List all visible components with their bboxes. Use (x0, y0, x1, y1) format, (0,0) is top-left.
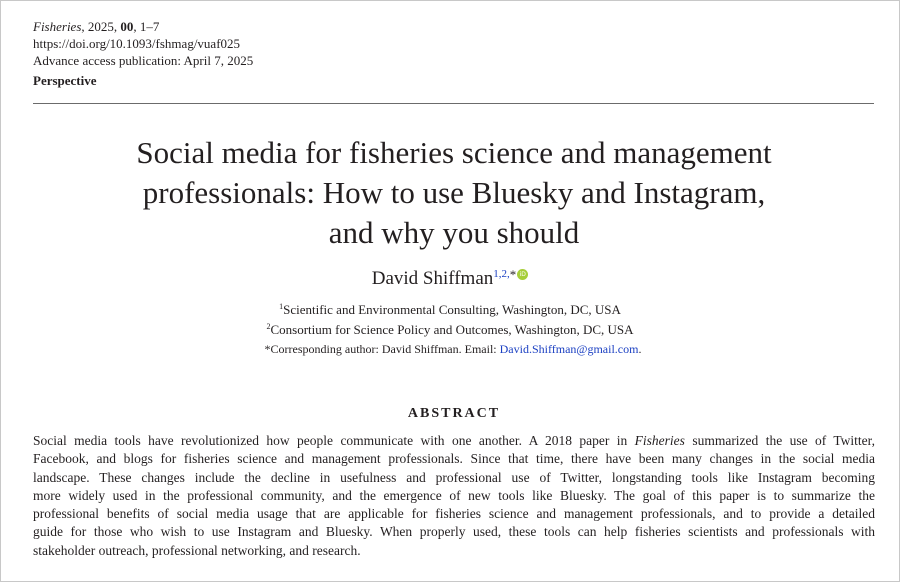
corresponding-mark: * (509, 267, 517, 282)
abstract-body (33, 432, 875, 560)
journal-name: Fisheries (33, 19, 82, 34)
doi-link[interactable]: https://doi.org/10.1093/fshmag/vuaf025 (33, 36, 241, 51)
abstract-line: stakeholder outreach, professional networking, and research. (33, 542, 361, 558)
journal-reference: Fisheries (634, 433, 685, 448)
article-title (60, 133, 848, 253)
title-line: professionals: How to use Bluesky and Instagram, (142, 175, 766, 210)
page-range: , 1–7 (133, 19, 160, 34)
citation-year: , 2025, (81, 19, 121, 34)
volume-number: 00 (120, 19, 134, 34)
affiliation-number: 1 (279, 302, 284, 311)
affiliation-text: Scientific and Environmental Consulting, Washington, DC, USA (283, 302, 621, 317)
email-link[interactable]: David.Shiffman@gmail.com (499, 342, 639, 356)
title-line: and why you should (328, 215, 580, 250)
header-divider (33, 103, 874, 104)
affiliation-text: Consortium for Science Policy and Outcomes, Washington, DC, USA (270, 322, 634, 337)
affiliation-number: 2 (266, 322, 271, 331)
article-type: Perspective (33, 73, 97, 88)
citation-line (33, 18, 253, 35)
abstract-line: professional benefits of social media usage that are applicable for fisheries science and management professionals, and to provide a detailed (33, 506, 875, 522)
affiliation-item (0, 298, 900, 318)
correspondence-suffix: . (638, 342, 642, 356)
abstract-text: Social media tools have revolutionized how people communicate with one another. A 2018 paper in (33, 433, 635, 448)
title-line: Social media for fisheries science and management (136, 135, 772, 170)
correspondence-prefix: *Corresponding author: David Shiffman. Email: (264, 342, 500, 356)
abstract-line (33, 432, 875, 450)
abstract-text: summarized the use of Twitter, (684, 433, 875, 448)
article-metadata (33, 18, 253, 89)
affiliation-item (0, 318, 900, 338)
affiliation-refs[interactable]: 1,2, (493, 268, 510, 280)
abstract-heading: ABSTRACT (407, 406, 501, 421)
affiliations (0, 298, 900, 338)
abstract-line: guide for those who wish to use Instagram and Bluesky. When properly used, these tools can help fisheries scientists and professionals with (33, 524, 875, 540)
correspondence-note (0, 341, 900, 357)
abstract-line: more widely used in the professional community, and the emergence of new tools like Bluesky. The goal of this paper is to summarize the (33, 487, 875, 503)
author-name[interactable]: David Shiffman (371, 268, 494, 289)
author-line (0, 262, 900, 291)
orcid-icon[interactable]: iD (517, 269, 528, 280)
abstract-line: Facebook, and blogs for fisheries science and management professionals. Since that time, there have been many changes in the social media (33, 451, 875, 467)
abstract-line: landscape. These changes include the decline in usefulness and professional use of Twitter, longstanding tools like Instagram becoming (33, 469, 875, 485)
publication-date: Advance access publication: April 7, 2025 (33, 53, 254, 68)
